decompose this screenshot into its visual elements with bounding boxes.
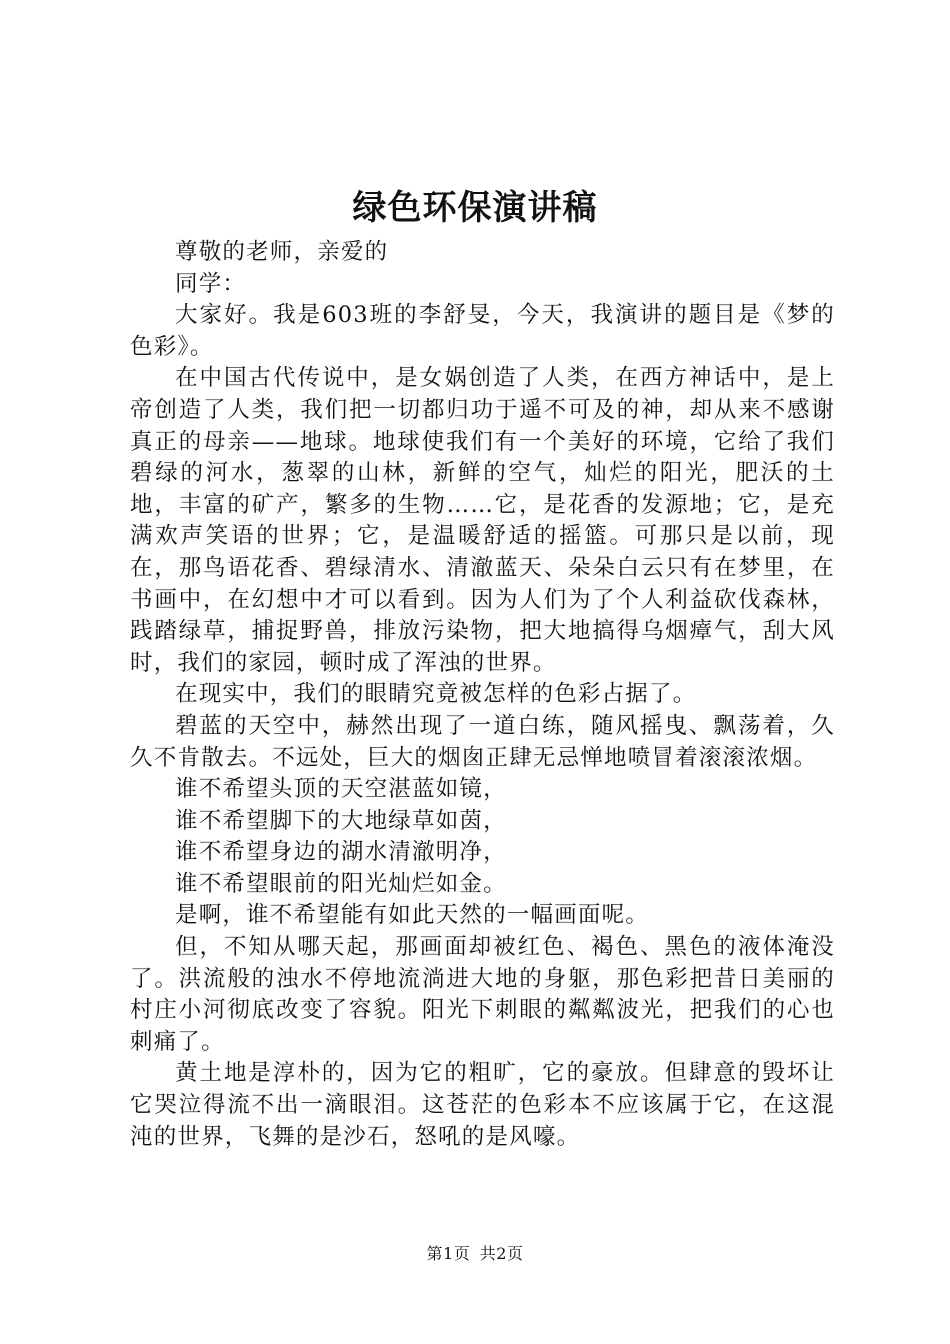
document-title: 绿色环保演讲稿	[352, 188, 598, 228]
paragraph-salutation-2: 同学：	[175, 270, 247, 297]
paragraph-greeting: 大家好。我是603班的李舒旻，今天，我演讲的题目是《梦的色彩》。	[130, 302, 835, 360]
paragraph-salutation-1: 尊敬的老师，亲爱的	[175, 239, 389, 265]
page-number: 第1页	[426, 1244, 471, 1263]
paragraph-body: 碧蓝的天空中，赫然出现了一道白练，随风摇曳、飘荡着，久久不肯散去。不远处，巨大的烟囱正肆无忌惮地喷冒着滚滚浓烟。	[130, 712, 835, 771]
paragraph-body: 在现实中，我们的眼睛究竟被怎样的色彩占据了。	[175, 681, 697, 708]
paragraph-verse: 谁不希望头顶的天空湛蓝如镜，	[175, 776, 507, 803]
paragraph-verse: 谁不希望脚下的大地绿草如茵，	[175, 807, 507, 834]
page-total: 共2页	[479, 1244, 524, 1263]
paragraph-body: 黄土地是淳朴的，因为它的粗旷，它的豪放。但肆意的毁坏让它哭泣得流不出一滴眼泪。这苍茫的色彩本不应该属于它，在这混沌的世界，飞舞的是沙石，怒吼的是风嚎。	[130, 1060, 835, 1150]
paragraph-verse: 谁不希望眼前的阳光灿烂如金。	[175, 870, 507, 897]
paragraph-verse: 谁不希望身边的湖水清澈明净，	[175, 839, 507, 866]
page-footer	[0, 1242, 950, 1266]
paragraph-body: 在中国古代传说中，是女娲创造了人类，在西方神话中，是上帝创造了人类，我们把一切都归功于遥不可及的神，却从来不感谢真正的母亲——地球。地球使我们有一个美好的环境，它给了我们碧绿的河水，葱翠的山林，新鲜的空气，灿烂的阳光，肥沃的土地，丰富的矿产，繁多的生物……它，是花香的发源地；它，是充满欢声笑语的世界；它，是温暖舒适的摇篮。可那只是以前，现在，那鸟语花香、碧绿清水、清澈蓝天、朵朵白云只有在梦里，在书画中，在幻想中才可以看到。因为人们为了个人利益砍伐森林，践踏绿草，捕捉野兽，排放污染物，把大地搞得乌烟瘴气，刮大风时，我们的家园，顿时成了浑浊的世界。	[130, 365, 835, 676]
paragraph-body: 但，不知从哪天起，那画面却被红色、褐色、黑色的液体淹没了。洪流般的浊水不停地流淌进大地的身躯，那色彩把昔日美丽的村庄小河彻底改变了容貌。阳光下刺眼的粼粼波光，把我们的心也刺痛了。	[130, 934, 835, 1055]
paragraph-body: 是啊，谁不希望能有如此天然的一幅画面呢。	[175, 902, 650, 929]
document-body	[130, 237, 835, 1153]
